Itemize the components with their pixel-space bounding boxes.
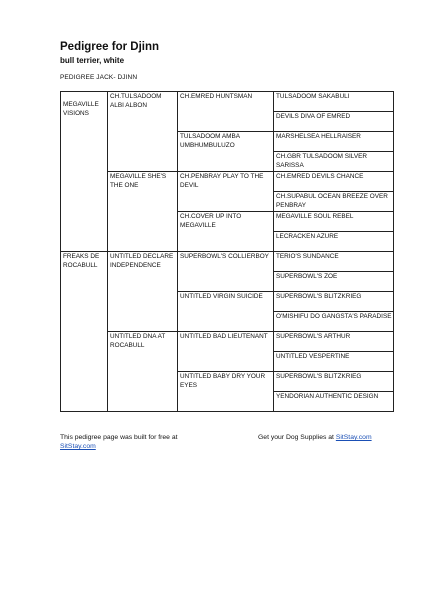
- ancestor-gen3: TULSADOOM AMBA UMBHUMBULUZO: [178, 132, 274, 172]
- ancestor-gen3: UNTITLED VIRGIN SUICIDE: [178, 292, 274, 332]
- ancestor-gen4: TERIO'S SUNDANCE: [274, 252, 394, 272]
- ancestor-gen4: CH.EMRED DEVILS CHANCE: [274, 172, 394, 192]
- footer-supplies-text: Get your Dog Supplies at: [258, 434, 334, 441]
- ancestor-gen3: UNTITLED BAD LIEUTENANT: [178, 332, 274, 372]
- dam: FREAKS DE ROCABULL: [61, 252, 108, 412]
- breed-subtitle: bull terrier, white: [60, 56, 125, 65]
- ancestor-gen4: YENDORIAN AUTHENTIC DESIGN: [274, 392, 394, 412]
- dam-dam: UNTITLED DNA AT ROCABULL: [108, 332, 178, 412]
- ancestor-gen4: CH.SUPABUL OCEAN BREEZE OVER PENBRAY: [274, 192, 394, 212]
- sire-dam: MEGAVILLE SHE'S THE ONE: [108, 172, 178, 252]
- ancestor-gen3: CH.EMRED HUNTSMAN: [178, 92, 274, 132]
- pedigree-caption: PEDIGREE JACK- DJINN: [60, 74, 138, 81]
- ancestor-gen4: SUPERBOWL'S ARTHUR: [274, 332, 394, 352]
- ancestor-gen4: LECRACKEN AZURE: [274, 232, 394, 252]
- ancestor-gen4: O'MISHIFU DO GANGSTA'S PARADISE: [274, 312, 394, 332]
- footer-credit: [60, 433, 178, 451]
- ancestor-gen3: CH.PENBRAY PLAY TO THE DEVIL: [178, 172, 274, 212]
- sitstay-link[interactable]: SitStay.com: [60, 443, 96, 450]
- ancestor-gen3: UNTITLED BABY DRY YOUR EYES: [178, 372, 274, 412]
- dam-sire: UNTITLED DECLARE INDEPENDENCE: [108, 252, 178, 332]
- ancestor-gen3: SUPERBOWL'S COLLIERBOY: [178, 252, 274, 292]
- ancestor-gen4: SUPERBOWL'S ZOE: [274, 272, 394, 292]
- ancestor-gen4: CH.GBR TULSADOOM SILVER SARISSA: [274, 152, 394, 172]
- ancestor-gen4: MEGAVILLE SOUL REBEL: [274, 212, 394, 232]
- sitstay-supplies-link[interactable]: SitStay.com: [335, 434, 372, 441]
- sire-sire: CH.TULSADOOM ALBI ALBON: [108, 92, 178, 172]
- ancestor-gen4: DEVILS DIVA OF EMRED: [274, 112, 394, 132]
- ancestor-gen3: CH.COVER UP INTO MEGAVILLE: [178, 212, 274, 252]
- pedigree-table: [60, 91, 394, 412]
- page-title: Pedigree for Djinn: [60, 41, 160, 53]
- footer-credit-text: This pedigree page was built for free at: [60, 434, 178, 441]
- ancestor-gen4: UNTITLED VESPERTINE: [274, 352, 394, 372]
- ancestor-gen4: TULSADOOM SAKABULI: [274, 92, 394, 112]
- sire: MEGAVILLE VISIONS: [61, 92, 108, 252]
- footer-supplies: [258, 433, 372, 442]
- ancestor-gen4: SUPERBOWL'S BLITZKRIEG: [274, 292, 394, 312]
- ancestor-gen4: SUPERBOWL'S BLITZKRIEG: [274, 372, 394, 392]
- ancestor-gen4: MARSHELSEA HELLRAISER: [274, 132, 394, 152]
